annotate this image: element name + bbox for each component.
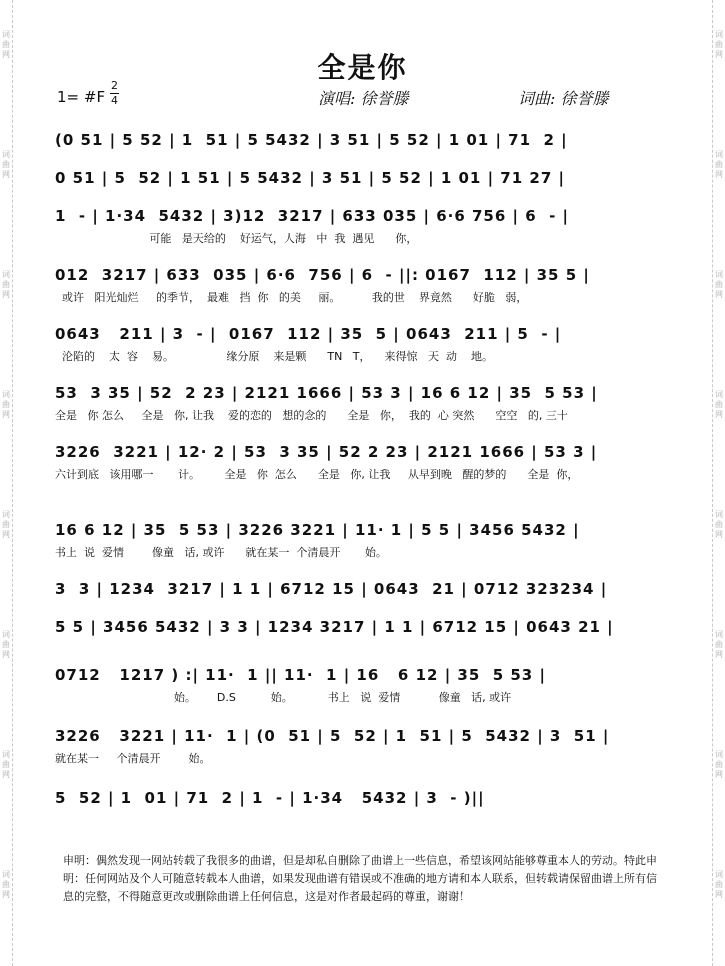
watermark-text: 词曲网 <box>2 30 10 59</box>
watermark-text: 词曲网 <box>715 510 723 539</box>
watermark-text: 词曲网 <box>2 150 10 179</box>
lyric-line: 可能 是天给的 好运气，人海 中 我 遇见 你， <box>55 232 418 245</box>
watermark-text: 词曲网 <box>2 870 10 899</box>
notation-line: 5 5 | 3456 5432 | 3 3 | 1234 3217 | 1 1 | 6712 15 | 0643 21 | <box>55 618 614 636</box>
notation-line: 5 52 | 1 01 | 71 2 | 1 - | 1·34 5432 | 3 - )|| <box>55 789 485 807</box>
notation-line: 0643 211 | 3 - | 0167 112 | 35 5 | 0643 211 | 5 - | <box>55 325 562 343</box>
score-row-5 <box>55 324 667 364</box>
lyric-line: 或许 阳光灿烂 的季节， 最难 挡 你 的美 丽。 我的世 界竟然 好脆 弱， <box>55 291 528 304</box>
lyric-line: 就在某一 个清晨开 始。 <box>55 752 211 765</box>
watermark-text: 词曲网 <box>2 270 10 299</box>
watermark-text: 词曲网 <box>715 150 723 179</box>
singer-credit: 演唱: 徐誉滕 <box>318 89 409 108</box>
notation-line: 16 6 12 | 35 5 53 | 3226 3221 | 11· 1 | 5 5 | 3456 5432 | <box>55 521 580 539</box>
notation-line: 0 51 | 5 52 | 1 51 | 5 5432 | 3 51 | 5 52 | 1 01 | 71 27 | <box>55 169 565 187</box>
notation-line: 3226 3221 | 11· 1 | (0 51 | 5 52 | 1 51 | 5 5432 | 3 51 | <box>55 727 610 745</box>
watermark-text: 词曲网 <box>715 270 723 299</box>
song-title: 全是你 <box>317 51 408 84</box>
lyric-line: 全是 你 怎么 全是 你, 让我 爱的恋的 想的念的 全是 你， 我的 心 突然 空空 的, 三十 <box>55 409 568 422</box>
score-row-13 <box>55 788 667 814</box>
score-row-12 <box>55 726 667 766</box>
writer-credit: 词曲: 徐誉滕 <box>518 89 609 108</box>
watermark-text: 词曲网 <box>2 510 10 539</box>
copyright-notice: 申明：偶然发现一网站转载了我很多的曲谱，但是却私自删除了曲谱上一些信息，希望该网站能够尊重本人的劳动。特此申明：任何网站及个人可随意转载本人曲谱，如果发现曲谱有错误或不准确的地方请和本人联系，但转载请保留曲谱上所有信息的完整，不得随意更改或删除曲谱上任何信息，这是对作者最起码的尊重，谢谢！ <box>63 854 657 903</box>
score-row-8 <box>55 520 667 560</box>
score-row-4 <box>55 265 667 305</box>
lyric-line: 六计到底 该用哪一 计。 全是 你 怎么 全是 你, 让我 从早到晚 醒的梦的 全是 你， <box>55 468 579 481</box>
time-signature <box>110 80 119 107</box>
score-row-10 <box>55 617 667 643</box>
watermark-text: 词曲网 <box>715 870 723 899</box>
notation-line: 0712 1217 ) :| 11· 1 || 11· 1 | 16 6 12 | 35 5 53 | <box>55 666 546 684</box>
notation-line: 012 3217 | 633 035 | 6·6 756 | 6 - ||: 0167 112 | 35 5 | <box>55 266 590 284</box>
watermark-text: 词曲网 <box>2 630 10 659</box>
watermark-text: 词曲网 <box>715 30 723 59</box>
score-row-3 <box>55 206 667 246</box>
lyric-line: 沦陷的 太 容 易。 缘分原 来是颗 TN T， 来得惊 天 动 地。 <box>55 350 493 363</box>
left-margin-strip <box>0 0 13 966</box>
notation-line: 53 3 35 | 52 2 23 | 2121 1666 | 53 3 | 16 6 12 | 35 5 53 | <box>55 384 598 402</box>
watermark-text: 词曲网 <box>2 750 10 779</box>
score-row-9 <box>55 579 667 605</box>
watermark-text: 词曲网 <box>715 390 723 419</box>
watermark-text: 词曲网 <box>715 750 723 779</box>
notation-line: (0 51 | 5 52 | 1 51 | 5 5432 | 3 51 | 5 52 | 1 01 | 71 2 | <box>55 131 568 149</box>
score-row-11 <box>55 665 667 705</box>
key-signature: 1= #F <box>57 88 106 106</box>
lyric-line: 书上 说 爱情 像童 话, 或许 就在某一 个清晨开 始。 <box>55 546 387 559</box>
watermark-text: 词曲网 <box>715 630 723 659</box>
score-row-1 <box>55 130 667 156</box>
time-signature-bottom: 4 <box>111 94 118 107</box>
score-row-7 <box>55 442 667 482</box>
lyric-line: 始。 D.S 始。 书上 说 爱情 像童 话, 或许 <box>55 691 512 704</box>
right-margin-strip <box>712 0 725 966</box>
score-row-2 <box>55 168 667 194</box>
notation-line: 3 3 | 1234 3217 | 1 1 | 6712 15 | 0643 21 | 0712 323234 | <box>55 580 608 598</box>
notation-line: 3226 3221 | 12· 2 | 53 3 35 | 52 2 23 | 2121 1666 | 53 3 | <box>55 443 598 461</box>
score-row-6 <box>55 383 667 423</box>
time-signature-top: 2 <box>111 79 118 92</box>
notation-line: 1 - | 1·34 5432 | 3)12 3217 | 633 035 | 6·6 756 | 6 - | <box>55 207 570 225</box>
watermark-text: 词曲网 <box>2 390 10 419</box>
